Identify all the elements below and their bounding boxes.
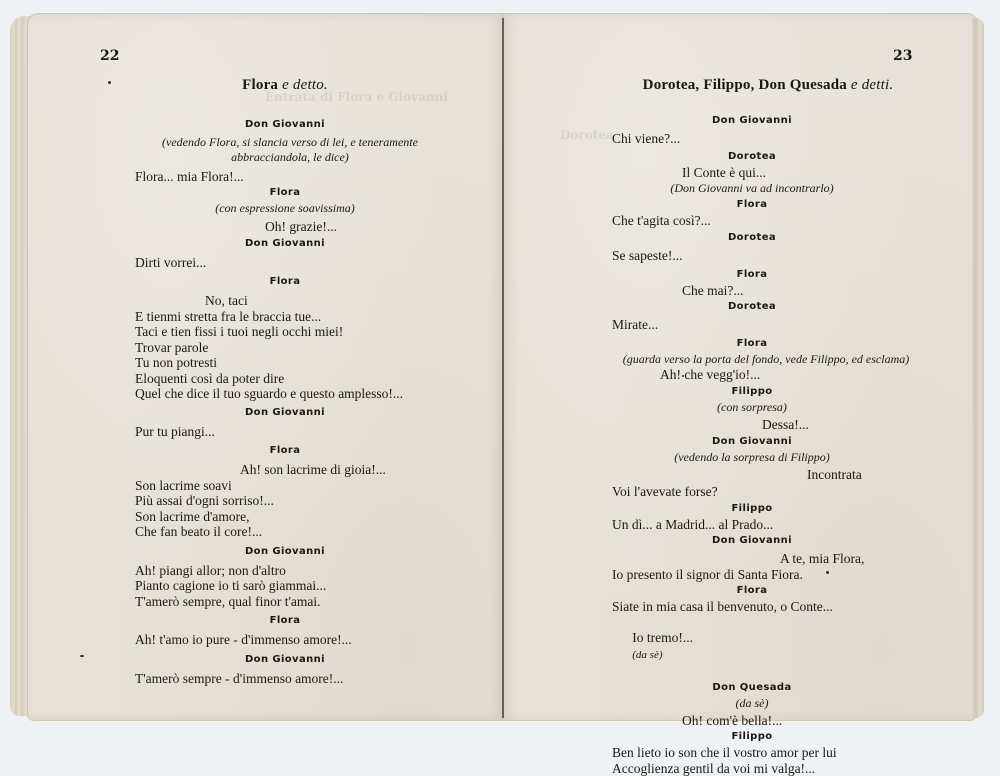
dialogue-line: T'amerò sempre - d'immenso amore!... <box>135 671 435 687</box>
scene-title-suffix: e detto. <box>282 77 328 93</box>
show-through-text: Dorotea <box>560 128 614 142</box>
stage-direction: (vedendo Flora, si slancia verso di lei, e teneramente abbracciandola, le dice) <box>125 135 455 165</box>
dialogue-line: Son lacrime d'amore, <box>135 509 435 525</box>
dialogue-line: Io presento il signor di Santa Fiora. <box>612 567 892 583</box>
speaker-name: Don Giovanni <box>135 235 435 252</box>
dialogue-line: Ben lieto io son che il vostro amor per lui <box>612 745 892 761</box>
dialogue-line: T'amerò sempre, qual finor t'amai. <box>135 594 435 610</box>
speaker-name: Don Giovanni <box>612 433 892 450</box>
dialogue-line: Eloquenti così da poter dire <box>135 371 435 387</box>
speaker-name: Filippo <box>612 500 892 517</box>
dialogue-line: Un dì... a Madrid... al Prado... <box>612 517 892 533</box>
dialogue-line: Pianto cagione io ti sarò giammai... <box>135 578 435 594</box>
dialogue-line: Trovar parole <box>135 340 435 356</box>
stage-direction: (guarda verso la porta del fondo, vede Filippo, ed esclama) <box>600 352 932 367</box>
speaker-name: Flora <box>135 612 435 629</box>
right-page-stack-edge <box>972 18 984 718</box>
dialogue-line: E tienmi stretta fra le braccia tue... <box>135 309 435 325</box>
speaker-name: Don Giovanni <box>135 543 435 560</box>
paper-speck <box>80 655 84 657</box>
speaker-name: Flora <box>612 582 892 599</box>
stage-direction: (da sè) <box>612 696 892 711</box>
speaker-name: Flora <box>135 273 435 290</box>
dialogue-line: Ah! piangi allor; non d'altro <box>135 563 435 579</box>
dialogue-line: Voi l'avevate forse? <box>612 484 892 500</box>
speaker-name: Filippo <box>612 383 892 400</box>
dialogue-line: Taci e tien fissi i tuoi negli occhi miei! <box>135 324 435 340</box>
page-number-right: 23 <box>893 48 912 64</box>
scene-characters: Dorotea, Filippo, Don Quesada <box>643 77 847 93</box>
dialogue-line: Ah! t'amo io pure - d'immenso amore!... <box>135 632 435 648</box>
dialogue-line: Dirti vorrei... <box>135 255 435 271</box>
dialogue-line <box>612 615 892 679</box>
page-number-left: 22 <box>100 48 119 64</box>
dialogue-line: Flora... mia Flora!... <box>135 169 435 185</box>
speaker-name: Dorotea <box>612 298 892 315</box>
scene-title <box>135 78 435 94</box>
show-through-text: Entrata di Flora e Giovanni <box>265 90 448 104</box>
dialogue-line: Più assai d'ogni sorriso!... <box>135 493 435 509</box>
speaker-name: Don Giovanni <box>135 404 435 421</box>
stage-direction: (con sorpresa) <box>612 400 892 415</box>
speaker-name: Flora <box>135 184 435 201</box>
speaker-name: Don Quesada <box>612 679 892 696</box>
speaker-name: Don Giovanni <box>135 651 435 668</box>
dialogue-line: Oh! grazie!... <box>135 219 435 235</box>
dialogue-line: A te, mia Flora, <box>612 551 892 567</box>
scene-title <box>604 78 932 94</box>
dialogue-line: Ah! che vegg'io!... <box>612 367 892 383</box>
dialogue-line: Accoglienza gentil da voi mi valga!... <box>612 761 892 776</box>
dialogue-line: Il Conte è qui... <box>612 165 892 181</box>
dialogue-line: Che mai?... <box>612 283 892 299</box>
left-page-text <box>135 78 435 686</box>
speaker-name: Don Giovanni <box>612 532 892 549</box>
dialogue-line: Oh! com'è bella!... <box>612 713 892 729</box>
speaker-name: Dorotea <box>612 148 892 165</box>
dialogue-line: Pur tu piangi... <box>135 424 435 440</box>
dialogue-line: Che fan beato il core!... <box>135 524 435 540</box>
dialogue-line: No, taci <box>135 293 435 309</box>
speaker-name: Filippo <box>612 728 892 745</box>
dialogue-line: Chi viene?... <box>612 131 892 147</box>
speaker-name: Flora <box>135 442 435 459</box>
book-gutter <box>502 18 504 718</box>
dialogue-line: Son lacrime soavi <box>135 478 435 494</box>
dialogue-line: Che t'agita così?... <box>612 213 892 229</box>
speaker-name: Don Giovanni <box>135 116 435 133</box>
paper-speck <box>108 81 111 84</box>
stage-direction: (vedendo la sorpresa di Filippo) <box>612 450 892 465</box>
dialogue-line: Siate in mia casa il benvenuto, o Conte... <box>612 599 892 615</box>
speaker-name: Flora <box>612 335 892 352</box>
speaker-name: Flora <box>612 266 892 283</box>
dialogue-line: Mirate... <box>612 317 892 333</box>
right-page-text <box>612 78 892 776</box>
dialogue-line: Incontrata <box>612 467 892 483</box>
stage-direction: (Don Giovanni va ad incontrarlo) <box>612 181 892 196</box>
speaker-name: Dorotea <box>612 229 892 246</box>
scene-title-suffix: e detti. <box>851 77 893 93</box>
dialogue-line: Quel che dice il tuo sguardo e questo amplesso!... <box>135 386 435 402</box>
dialogue-line: Se sapeste!... <box>612 248 892 264</box>
dialogue-line: Ah! son lacrime di gioia!... <box>135 462 435 478</box>
dialogue-line: Tu non potresti <box>135 355 435 371</box>
scene-characters: Flora <box>242 77 278 93</box>
stage-direction: (con espressione soavissima) <box>135 201 435 216</box>
dialogue-line: Dessa!... <box>612 417 892 433</box>
speaker-name: Don Giovanni <box>612 112 892 129</box>
speaker-name: Flora <box>612 196 892 213</box>
aside-direction: (da sè) <box>632 649 662 661</box>
dialogue-text: Io tremo!... <box>632 630 693 645</box>
